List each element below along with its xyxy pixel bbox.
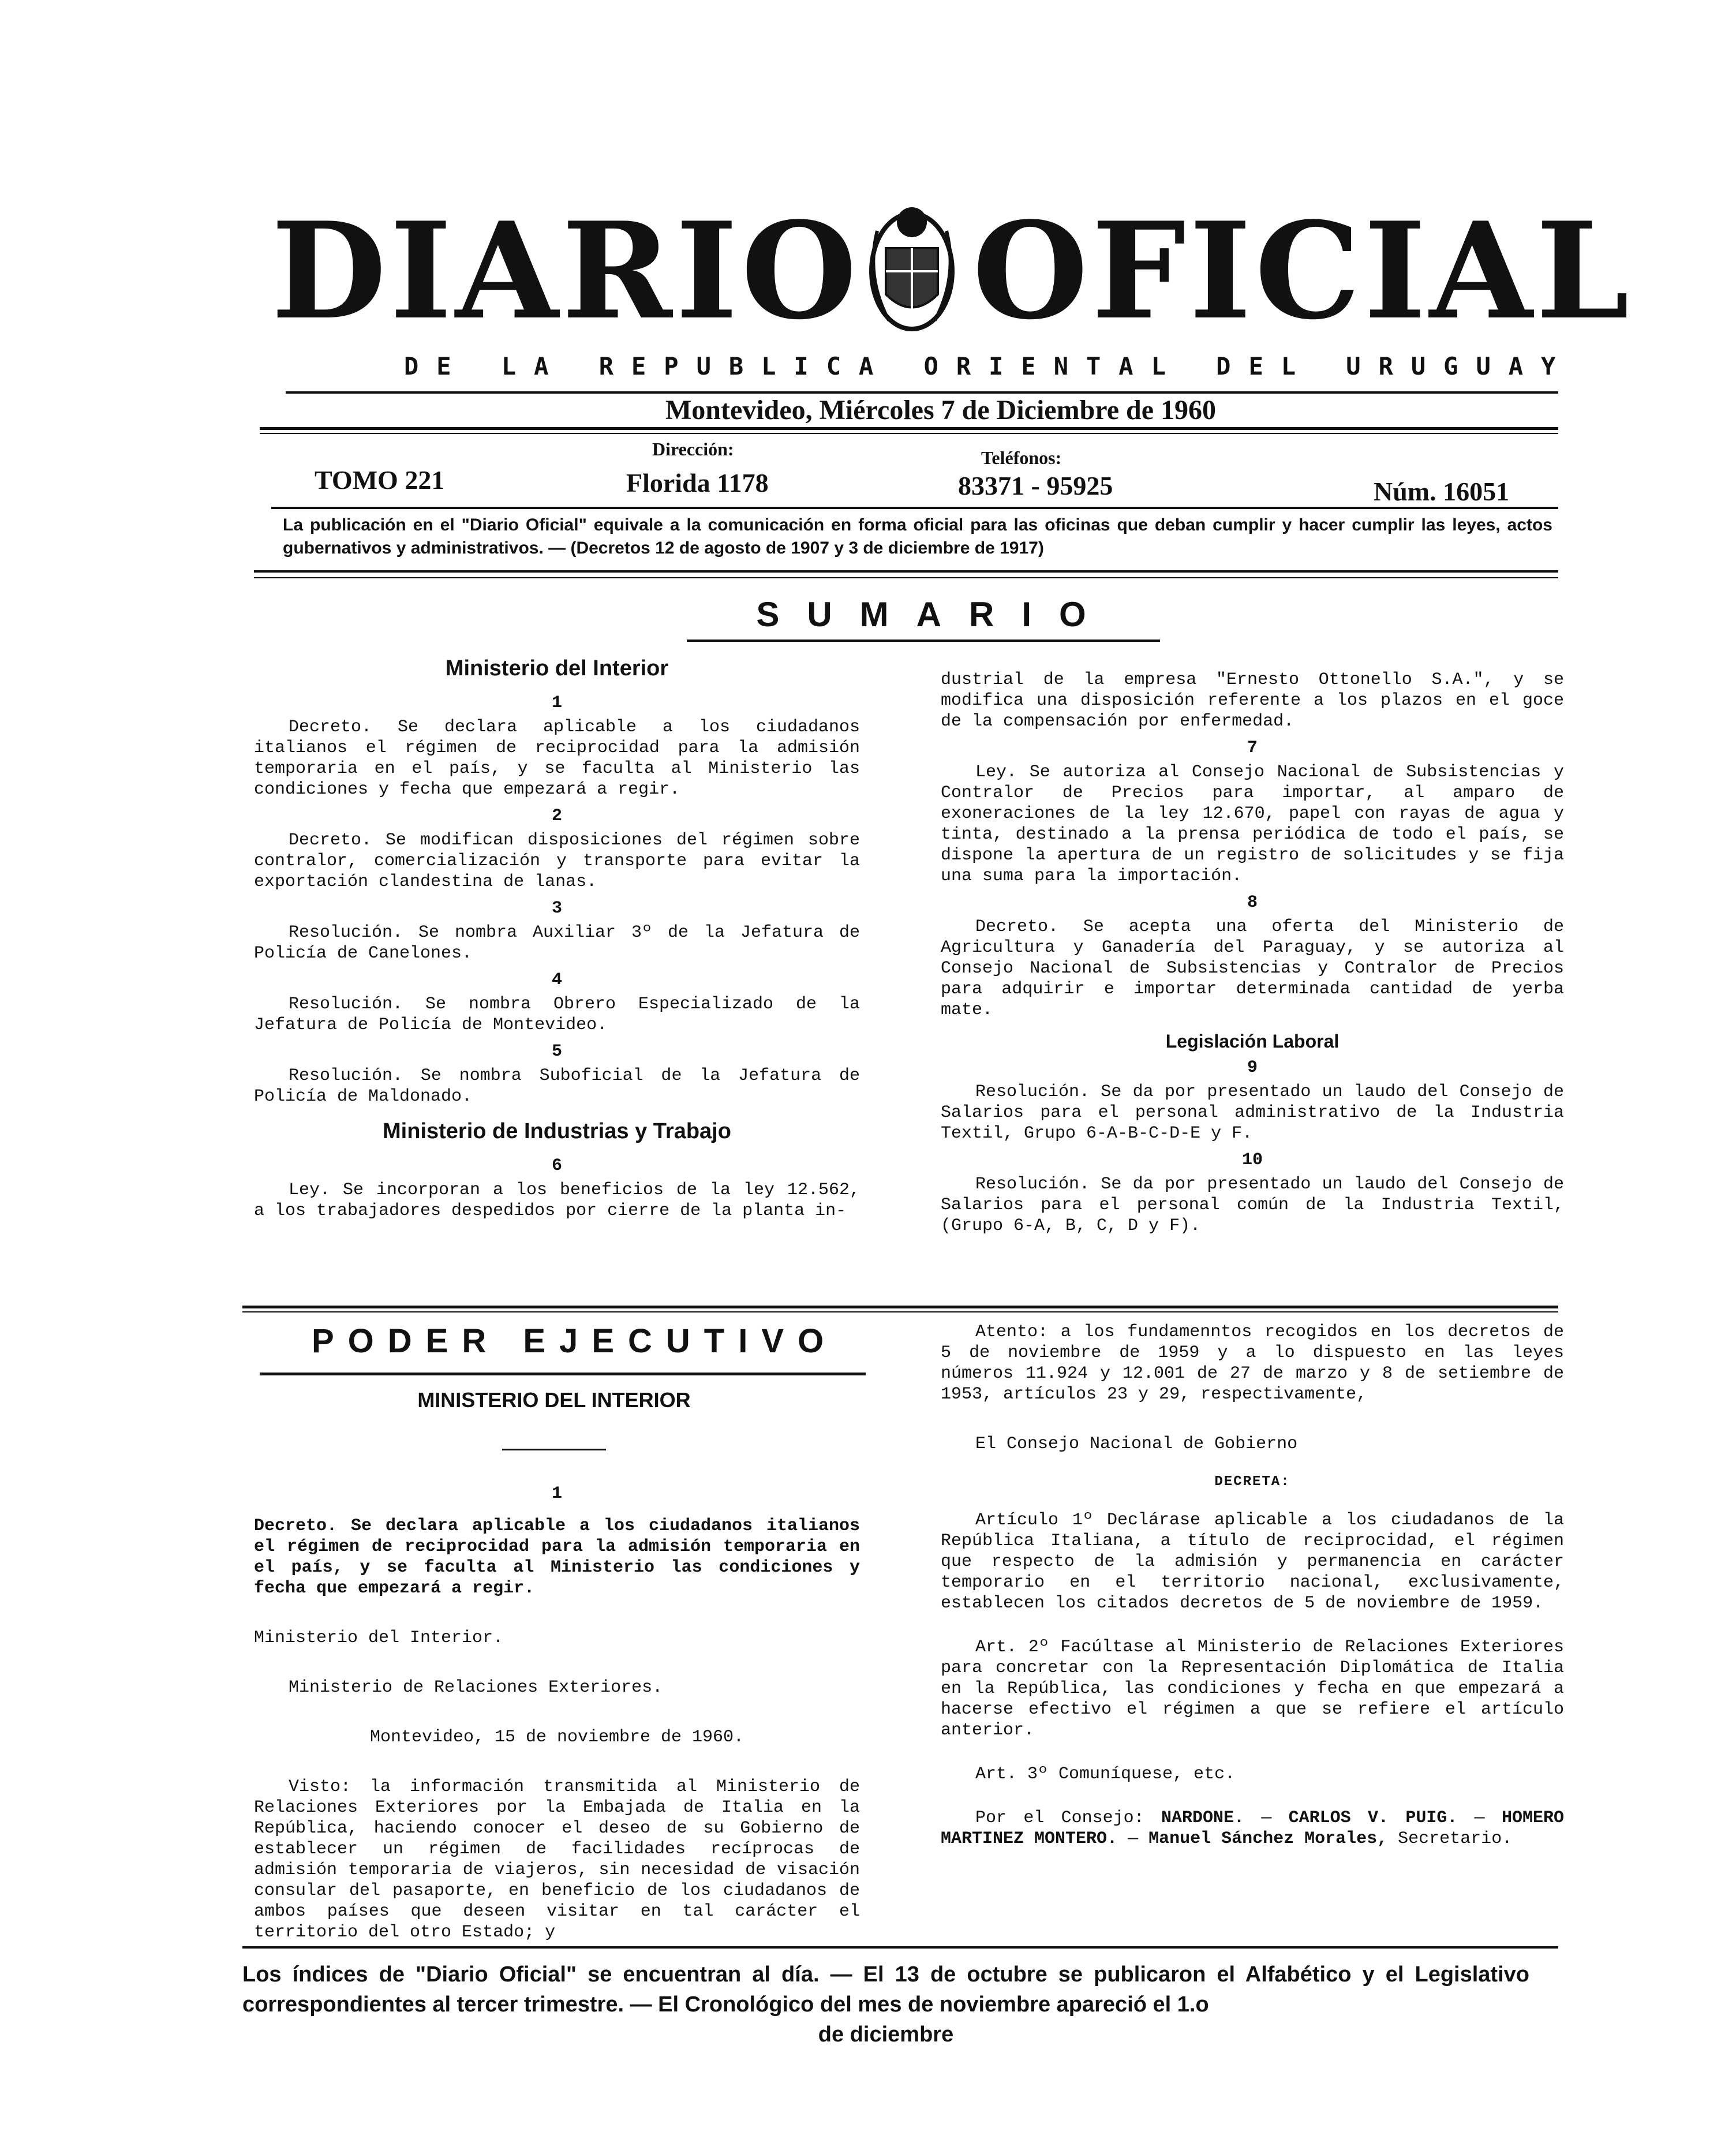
telefonos-value: 83371 - 95925 — [958, 471, 1113, 500]
direccion-value: Florida 1178 — [626, 468, 769, 498]
sumario-item: 6 Ley. Se incorporan a los beneficios de la ley 12.562, a los trabajadores despedidos por cierre de la planta in- — [254, 1156, 860, 1221]
ministerio-heading: MINISTERIO DEL INTERIOR — [417, 1388, 691, 1412]
sumario-title: SUMARIO — [756, 595, 1114, 634]
atento-paragraph: Atento: a los fundamenntos recogidos en los decretos de 5 de noviembre de 1959 y a lo dispuesto en las leyes números 11.924 y 12.001 de 27 de marzo y 8 de setiembre de 1953, artículos 23 y 29, respectivamente, — [941, 1322, 1564, 1404]
section-heading: Ministerio de Industrias y Trabajo — [383, 1119, 731, 1143]
divider — [242, 1311, 1558, 1312]
divider — [254, 577, 1558, 578]
direccion-label: Dirección: — [652, 439, 734, 459]
divider — [260, 1373, 866, 1375]
date-line: Montevideo, Miércoles 7 de Diciembre de 1960 — [665, 395, 1216, 425]
masthead-title — [271, 190, 1633, 352]
article-1: Artículo 1º Declárase aplicable a los ciudadanos de la República Italiana, a título de reciprocidad, el régimen que respecto de la admisión y permanencia en carácter temporario en el territorio nacional, exclusivamente, establecen los citados decretos de 5 de noviembre de 1959. — [941, 1510, 1564, 1613]
decree-summary: Decreto. Se declara aplicable a los ciudadanos italianos el régimen de reciprocidad para la admisión temporaria en el país, y se faculta al Ministerio las condiciones y fecha que empezará a regir. — [254, 1516, 860, 1598]
sumario-item: 7 Ley. Se autoriza al Consejo Nacional de Subsistencias y Contralor de Precios para importar, al amparo de exoneraciones de la ley 12.670, papel con rayas de agua y tinta, destinado a la prensa periódica de todo el país, se dispone la apertura de un registro de solicitudes y se fija una suma para la importación. — [941, 738, 1564, 886]
divider — [260, 427, 1558, 430]
poder-ejecutivo-title: PODER EJECUTIVO — [312, 1322, 838, 1360]
sumario-item: 3 Resolución. Se nombra Auxiliar 3º de la Jefatura de Policía de Canelones. — [254, 899, 860, 963]
visto-paragraph: Visto: la información transmitida al Ministerio de Relaciones Exteriores por la Embajada de Italia en la República, haciendo conocer el deseo de su Gobierno de establecer un régimen de facilidades recíprocas de admisión temporaria de viajeros, sin necesidad de visación consular del pasaporte, en beneficio de los ciudadanos de ambos países que deseen visitar en tal carácter el territorio del otro Estado; y — [254, 1777, 860, 1942]
masthead-subtitle: DE LA REPUBLICA ORIENTAL DEL URUGUAY — [404, 352, 1574, 380]
sumario-item: 5 Resolución. Se nombra Suboficial de la Jefatura de Policía de Maldonado. — [254, 1042, 860, 1106]
section-heading: Legislación Laboral — [1165, 1031, 1340, 1052]
divider — [286, 391, 1558, 394]
decree-date: Montevideo, 15 de noviembre de 1960. — [369, 1727, 744, 1747]
sumario-item: 10 Resolución. Se da por presentado un laudo del Consejo de Salarios para el personal común de la Industria Textil, (Grupo 6-A, B, C, D y F). — [941, 1150, 1564, 1236]
decreta-label: DECRETA: — [1214, 1474, 1290, 1490]
sumario-item: 4 Resolución. Se nombra Obrero Especializado de la Jefatura de Policía de Montevideo. — [254, 970, 860, 1035]
divider — [242, 1946, 1558, 1949]
sumario-item: 8 Decreto. Se acepta una oferta del Ministerio de Agricultura y Ganadería del Paraguay, y se autoriza al Consejo Nacional de Subsistencias y Contralor de Precios para adquirir e importar determinada cantidad de yerba mate. — [941, 893, 1564, 1020]
divider — [502, 1449, 606, 1450]
divider — [271, 507, 1558, 509]
divider — [254, 570, 1558, 573]
article-3: Art. 3º Comuníquese, etc. — [975, 1764, 1236, 1784]
tomo: TOMO 221 — [315, 465, 445, 495]
section-heading: Ministerio del Interior — [445, 656, 669, 680]
sumario-item: 9 Resolución. Se da por presentado un laudo del Consejo de Salarios para el personal administrativo de la Industria Textil, Grupo 6-A-B-C-D-E y F. — [941, 1058, 1564, 1143]
divider — [260, 433, 1558, 434]
divider — [687, 640, 1160, 642]
ministry-line: Ministerio del Interior. — [254, 1628, 504, 1648]
title-right-word: OFICIAL — [972, 193, 1633, 349]
divider — [242, 1306, 1558, 1308]
legal-note: La publicación en el "Diario Oficial" equivale a la comunicación en forma oficial para las oficinas que deban cumplir y hacer cumplir las leyes, actos gubernativos y administrativos. — (Decretos 12 de agosto de 1907 y 3 de diciembre de 1917) — [283, 515, 1552, 558]
sumario-item: 2 Decreto. Se modifican disposiciones del régimen sobre contralor, comercialización y transporte para evitar la exportación clandestina de lanas. — [254, 806, 860, 892]
telefonos-label: Teléfonos: — [981, 447, 1062, 468]
sumario-item: 1 Decreto. Se declara aplicable a los ciudadanos italianos el régimen de reciprocidad para la admisión temporaria en el país, y se faculta al Ministerio las condiciones y fecha que empezará a regir. — [254, 693, 860, 799]
footer-note: Los índices de "Diario Oficial" se encuentran al día. — El 13 de octubre se publicaron el Alfabético y el Legislativo correspondientes al tercer trimestre. — El Cronológico del mes de noviembre apareció el 1.o de diciembre — [242, 1962, 1529, 2047]
title-left-word: DIARIO — [271, 193, 860, 349]
decree-left-column — [254, 1478, 860, 1943]
sumario-item-continuation: dustrial de la empresa "Ernesto Ottonello S.A.", y se modifica una disposición referente a los plazos en el goce de la compensación por enfermedad. — [941, 670, 1564, 731]
ministry-line: Ministerio de Relaciones Exteriores. — [289, 1678, 663, 1697]
sumario-right-column — [941, 670, 1564, 1236]
consejo-line: El Consejo Nacional de Gobierno — [975, 1434, 1298, 1454]
decree-number: 1 — [551, 1484, 562, 1504]
decree-right-column — [941, 1322, 1564, 1849]
coat-of-arms-icon — [854, 196, 970, 341]
sumario-left-column — [254, 658, 860, 1221]
signatures: Por el Consejo: NARDONE. — CARLOS V. PUIG. — HOMERO MARTINEZ MONTERO. — Manuel Sánchez Morales, Secretario. — [941, 1808, 1565, 1849]
issue-number: Núm. 16051 — [1374, 477, 1510, 506]
article-2: Art. 2º Facúltase al Ministerio de Relaciones Exteriores para concretar con la Representación Diplomática de Italia en la República, las condiciones y fecha en que empezará a hacerse efectivo el régimen a que se refiere el artículo anterior. — [941, 1637, 1564, 1740]
